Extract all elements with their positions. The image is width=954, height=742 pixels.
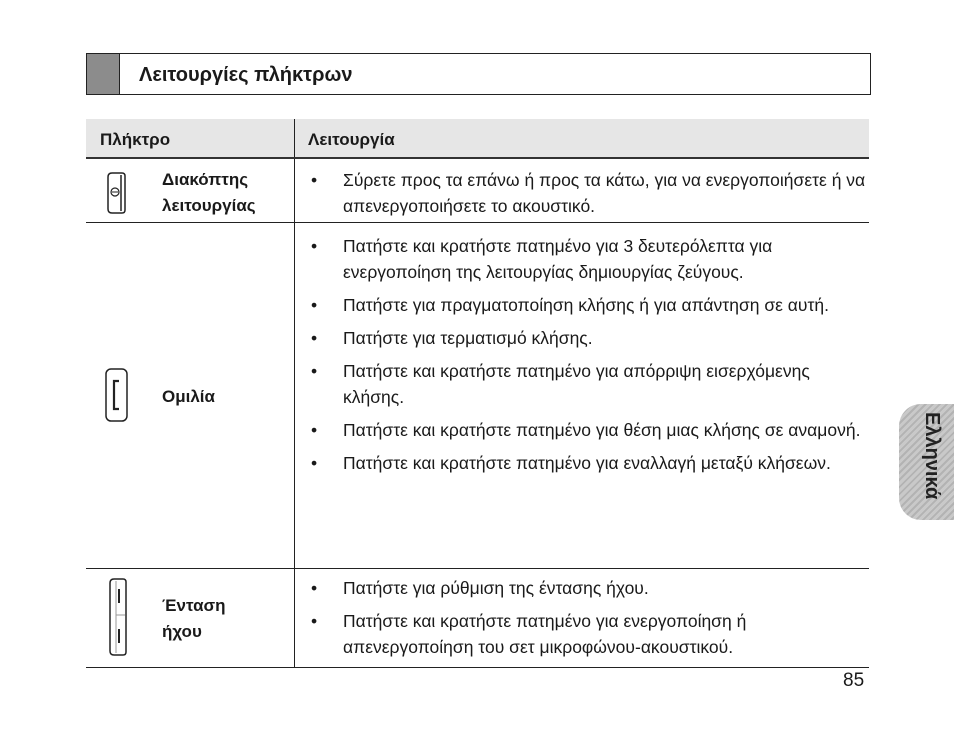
column-divider: [294, 159, 295, 222]
page-number: 85: [843, 670, 865, 691]
volume-keys-icon: [104, 577, 130, 657]
function-list: [308, 167, 868, 226]
keys-table: [86, 119, 869, 668]
function-item: • Πατήστε και κρατήστε πατημένο για 3 δευτερόλεπτα για ενεργοποίηση της λειτουργίας δημιουργίας ζεύγους.: [308, 233, 868, 285]
column-divider: [294, 119, 295, 157]
table-row: [86, 159, 869, 223]
language-tab: [899, 404, 954, 520]
function-list: [308, 233, 868, 483]
table-row: [86, 569, 869, 668]
talk-button-icon: [104, 367, 130, 423]
function-item: • Πατήστε και κρατήστε πατημένο για απόρριψη εισερχόμενης κλήσης.: [308, 358, 868, 410]
function-item: • Σύρετε προς τα επάνω ή προς τα κάτω, για να ενεργοποιήσετε ή να απενεργοποιήσετε το ακουστικό.: [308, 167, 868, 219]
key-label-line: ήχου: [162, 622, 202, 641]
key-label: [162, 593, 226, 645]
function-item: • Πατήστε και κρατήστε πατημένο για ενεργοποίηση ή απενεργοποίηση του σετ μικροφώνου-ακουστικού.: [308, 608, 868, 660]
key-label-line: λειτουργίας: [162, 196, 256, 215]
table-header: [86, 119, 869, 159]
section-title-box: [86, 53, 871, 95]
function-item: • Πατήστε για τερματισμό κλήσης.: [308, 325, 868, 351]
language-tab-label: Ελληνικά: [921, 412, 943, 500]
header-function: Λειτουργία: [308, 130, 395, 149]
key-label-line: Ένταση: [162, 596, 226, 615]
key-label: [162, 167, 256, 219]
title-swatch: [87, 54, 120, 94]
key-label-line: Διακόπτης: [162, 170, 249, 189]
column-divider: [294, 223, 295, 568]
section-title: Λειτουργίες πλήκτρων: [139, 64, 353, 86]
function-item: • Πατήστε για πραγματοποίηση κλήσης ή για απάντηση σε αυτή.: [308, 292, 868, 318]
table-row: [86, 223, 869, 569]
function-item: • Πατήστε και κρατήστε πατημένο για εναλλαγή μεταξύ κλήσεων.: [308, 450, 868, 476]
column-divider: [294, 569, 295, 667]
function-item: • Πατήστε για ρύθμιση της έντασης ήχου.: [308, 575, 868, 601]
header-key: Πλήκτρο: [100, 130, 171, 149]
function-item: • Πατήστε και κρατήστε πατημένο για θέση μιας κλήσης σε αναμονή.: [308, 417, 868, 443]
function-list: [308, 575, 868, 667]
key-label: Ομιλία: [162, 387, 215, 406]
power-switch-icon: [104, 171, 128, 215]
